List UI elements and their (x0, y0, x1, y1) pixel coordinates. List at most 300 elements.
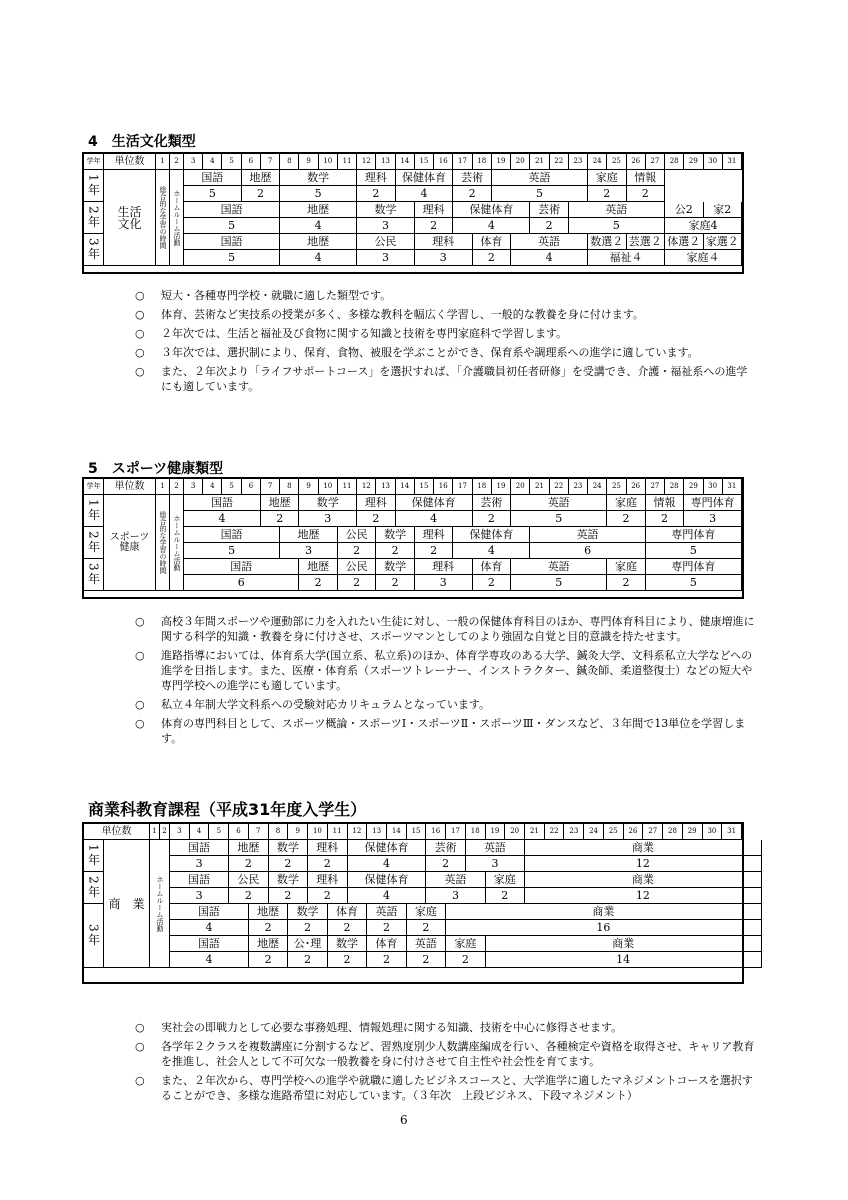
header-col: 20 (505, 824, 525, 840)
subject-name: 家庭 (486, 872, 525, 888)
header-col: 10 (319, 154, 338, 170)
subject-name: 国語 (170, 904, 249, 920)
bullet-circle-icon: ○ (135, 1021, 145, 1034)
unit-value: 2 (308, 888, 347, 904)
unit-value: 2 (367, 952, 406, 968)
subject-name: 体育 (328, 904, 367, 920)
subject-name: 数学 (269, 840, 308, 856)
subject-name: 体選２ (665, 234, 703, 250)
bullet-circle-icon: ○ (135, 289, 145, 302)
subject-name: 地歴 (280, 202, 357, 218)
header-col: 24 (588, 154, 607, 170)
header-corner: 学年 (84, 154, 104, 170)
header-col: 11 (328, 824, 348, 840)
unit-value: 4 (453, 218, 530, 234)
year-label: 2年 (84, 202, 104, 234)
header-col: 8 (280, 479, 299, 495)
unit-value: 2 (338, 543, 376, 559)
subject-name: 理科 (357, 495, 395, 511)
header-col: 12 (348, 824, 368, 840)
header-col: 19 (486, 824, 506, 840)
header-col: 21 (525, 824, 545, 840)
subject-name: 国語 (170, 936, 249, 952)
header-col: 22 (550, 154, 569, 170)
unit-value: 5 (184, 543, 280, 559)
subject-name: 理科 (308, 872, 347, 888)
header-col: 23 (564, 824, 584, 840)
unit-value: 2 (249, 952, 288, 968)
bullet-circle-icon: ○ (135, 308, 145, 321)
unit-value: 2 (473, 575, 511, 591)
unit-value: 6 (184, 575, 299, 591)
unit-value: 2 (288, 952, 327, 968)
unit-value: 2 (357, 186, 395, 202)
header-col: 12 (357, 154, 376, 170)
bullet-circle-icon: ○ (135, 649, 145, 662)
subject-name: 国語 (184, 202, 280, 218)
bullet-circle-icon: ○ (135, 1074, 145, 1087)
unit-value: 2 (473, 250, 511, 266)
subject-name: 理科 (415, 559, 473, 575)
unit-value: 5 (646, 575, 742, 591)
unit-value: 2 (367, 920, 406, 936)
unit-value: 5 (492, 186, 588, 202)
subject-name: 数学 (376, 559, 414, 575)
bullet-circle-icon: ○ (135, 615, 145, 628)
subject-name: 数学 (269, 872, 308, 888)
header-col: 13 (376, 154, 395, 170)
subject-name: 英語 (492, 170, 588, 186)
section-heading-5: 5 スポーツ健康類型 (88, 461, 224, 477)
subject-name: 数学 (288, 904, 327, 920)
subject-name: 国語 (184, 527, 280, 543)
subject-name: 数学 (328, 936, 367, 952)
subject-name: 保健体育 (453, 527, 530, 543)
subject-name: 国語 (170, 872, 229, 888)
unit-value: 3 (684, 511, 742, 527)
notes-4 (135, 288, 755, 398)
unit-value: 家庭4 (665, 218, 742, 234)
header-col: 25 (607, 479, 626, 495)
unit-value: 2 (376, 575, 414, 591)
header-col: 20 (511, 479, 530, 495)
header-col: 16 (434, 154, 453, 170)
header-col: 4 (203, 154, 222, 170)
unit-value: 3 (466, 856, 525, 872)
header-col: 17 (453, 479, 472, 495)
subject-name: 公民 (338, 559, 376, 575)
unit-value: 14 (486, 952, 762, 968)
header-col: 26 (627, 154, 646, 170)
header-col: 26 (627, 479, 646, 495)
unit-value: 2 (473, 511, 511, 527)
note-text: また、２年次から、専門学校への進学や就職に適したビジネスコースと、大学進学に適したマネジメントコースを選択することができ、多様な進路希望に対応しています。（３年次 上段ビジネス、下段マネジメント） (161, 1074, 753, 1102)
unit-value: 4 (396, 511, 473, 527)
unit-value: 家庭４ (665, 250, 742, 266)
note-text: 短大・各種専門学校・就職に適した類型です。 (161, 289, 392, 302)
header-col: 30 (704, 479, 723, 495)
unit-value: 3 (170, 856, 229, 872)
header-col: 8 (269, 824, 289, 840)
bullet-circle-icon: ○ (135, 1040, 145, 1053)
unit-value: 2 (269, 856, 308, 872)
header-col: 1 (156, 479, 170, 495)
unit-value: 4 (348, 888, 427, 904)
header-col: 28 (663, 824, 683, 840)
header-col: 29 (684, 154, 703, 170)
note-item (135, 1039, 755, 1069)
homeroom-label: ホームルーム活動 (170, 495, 184, 591)
unit-value: 2 (607, 575, 645, 591)
subject-name: 公民 (229, 872, 268, 888)
subject-name: 専門体育 (684, 495, 742, 511)
subject-name: 体育 (367, 936, 406, 952)
subject-name: 英語 (511, 559, 607, 575)
header-col: 17 (453, 154, 472, 170)
header-col: 7 (249, 824, 269, 840)
header-col: 25 (607, 154, 626, 170)
year-label: 1年 (84, 840, 104, 872)
header-units: 単位数 (84, 824, 150, 840)
subject-name: 情報 (646, 495, 684, 511)
subject-name: 英語 (511, 234, 588, 250)
subject-name: 数学 (280, 170, 357, 186)
subject-name: 理科 (415, 527, 453, 543)
unit-value: 2 (407, 952, 446, 968)
unit-value: 12 (525, 888, 762, 904)
note-item (135, 648, 755, 693)
subject-name: 家2 (704, 202, 742, 218)
subject-name: 理科 (308, 840, 347, 856)
header-col: 15 (415, 154, 434, 170)
header-col: 23 (569, 479, 588, 495)
subject-name: 保健体育 (453, 202, 530, 218)
unit-value: 2 (530, 218, 568, 234)
unit-value: 2 (229, 888, 268, 904)
header-col: 26 (624, 824, 644, 840)
header-col: 4 (203, 479, 222, 495)
unit-value: 2 (242, 186, 280, 202)
subject-name: 数学 (376, 527, 414, 543)
note-item (135, 307, 755, 322)
subject-name: 芸術 (473, 495, 511, 511)
header-col: 22 (550, 479, 569, 495)
header-col: 13 (367, 824, 387, 840)
subject-name: 商業 (525, 872, 762, 888)
note-text: 各学年２クラスを複数講座に分割するなど、習熟度別少人数講座編成を行い、各種検定や資格を取得させ、キャリア教育を推進し、社会人として不可欠な一般教養を身に付けさせて自主性や社会性を育てます。 (161, 1040, 755, 1068)
unit-value: 2 (407, 920, 446, 936)
subject-name: 国語 (184, 559, 299, 575)
subject-name: 国語 (184, 170, 242, 186)
year-label: 3年 (84, 904, 104, 968)
year-label: 3年 (84, 559, 104, 591)
subject-name: 地歴 (242, 170, 280, 186)
unit-value: 12 (525, 856, 762, 872)
note-item (135, 288, 755, 303)
subject-name: 保健体育 (348, 872, 427, 888)
subject-name: 体育 (473, 234, 511, 250)
header-col: 1 (156, 154, 170, 170)
unit-value: 4 (396, 186, 454, 202)
header-col: 8 (280, 154, 299, 170)
header-col: 14 (396, 479, 415, 495)
unit-value: 3 (170, 888, 229, 904)
unit-value: 3 (426, 888, 485, 904)
header-col: 27 (646, 154, 665, 170)
unit-value: 4 (348, 856, 427, 872)
header-col: 6 (242, 479, 261, 495)
subject-name: 家選２ (704, 234, 742, 250)
header-col: 29 (683, 824, 703, 840)
header-col: 4 (190, 824, 210, 840)
header-col: 31 (723, 479, 742, 495)
subject-name: 地歴 (261, 495, 299, 511)
subject-name: 地歴 (280, 234, 357, 250)
note-text: ２年次では、生活と福祉及び食物に関する知識と技術を専門家庭科で学習します。 (161, 327, 568, 340)
header-col: 5 (222, 154, 241, 170)
notes-commerce (135, 1020, 755, 1107)
unit-value: 2 (415, 218, 453, 234)
header-col: 9 (288, 824, 308, 840)
subject-name: 英語 (407, 936, 446, 952)
unit-value: 2 (328, 952, 367, 968)
course-name: 商 業 (104, 840, 150, 968)
header-col: 3 (184, 479, 203, 495)
unit-value: 3 (415, 575, 473, 591)
unit-value: 5 (511, 511, 607, 527)
header-col: 5 (222, 479, 241, 495)
header-col: 30 (703, 824, 723, 840)
header-col: 23 (569, 154, 588, 170)
subject-name: 地歴 (229, 840, 268, 856)
subject-name: 数学 (357, 202, 415, 218)
subject-name: 専門体育 (646, 559, 742, 575)
note-item (135, 345, 755, 360)
header-col: 10 (308, 824, 328, 840)
subject-name: 家庭 (407, 904, 446, 920)
note-item (135, 1020, 755, 1035)
header-units: 単位数 (104, 479, 156, 495)
unit-value: 2 (269, 888, 308, 904)
header-col: 22 (545, 824, 565, 840)
unit-value: 2 (376, 543, 414, 559)
unit-value: 2 (229, 856, 268, 872)
unit-value: 2 (607, 511, 645, 527)
subject-name: 理科 (415, 202, 453, 218)
header-col: 7 (261, 154, 280, 170)
unit-value: 4 (184, 511, 261, 527)
header-units: 単位数 (104, 154, 156, 170)
header-col: 7 (261, 479, 280, 495)
unit-value: 5 (184, 186, 242, 202)
header-col: 2 (160, 824, 170, 840)
unit-value: 2 (328, 920, 367, 936)
unit-value: 2 (338, 575, 376, 591)
unit-value: 6 (530, 543, 645, 559)
unit-value: 2 (357, 511, 395, 527)
unit-value: 2 (261, 511, 299, 527)
note-text: また、２年次より「ライフサポートコース」を選択すれば、「介護職員初任者研修」を受講でき、介護・福祉系への進学にも適しています。 (161, 365, 748, 393)
subject-name: 数学 (299, 495, 357, 511)
note-item (135, 364, 755, 394)
subject-name: 地歴 (280, 527, 338, 543)
subject-name: 保健体育 (348, 840, 427, 856)
header-col: 17 (446, 824, 466, 840)
subject-name: 英語 (426, 872, 485, 888)
note-text: 体育、芸術など実技系の授業が多く、多様な教科を幅広く学習し、一般的な教養を身に付けます。 (161, 308, 644, 321)
header-col: 14 (387, 824, 407, 840)
bullet-circle-icon: ○ (135, 365, 145, 378)
header-col: 9 (299, 479, 318, 495)
subject-name: 保健体育 (396, 495, 473, 511)
curriculum-table-4 (82, 152, 744, 274)
unit-value: 5 (646, 543, 742, 559)
header-col: 15 (407, 824, 427, 840)
header-corner: 学年 (84, 479, 104, 495)
unit-value: 5 (184, 250, 280, 266)
header-col: 14 (396, 154, 415, 170)
unit-value: 4 (280, 218, 357, 234)
unit-value: 5 (511, 575, 607, 591)
homeroom-label: ホームルーム活動 (170, 170, 184, 266)
unit-value: 2 (588, 186, 626, 202)
section-heading-4: 4 生活文化類型 (88, 134, 196, 150)
subject-name: 家庭 (607, 495, 645, 511)
header-col: 29 (684, 479, 703, 495)
header-col: 10 (319, 479, 338, 495)
bullet-circle-icon: ○ (135, 698, 145, 711)
homeroom-label: ホームルーム活動 (150, 840, 170, 968)
subject-name: 公民 (338, 527, 376, 543)
subject-name: 芸術 (453, 170, 491, 186)
unit-value: 2 (308, 856, 347, 872)
subject-name: 国語 (184, 495, 261, 511)
unit-value: 4 (453, 543, 530, 559)
note-item (135, 716, 755, 746)
header-col: 2 (170, 154, 184, 170)
note-text: 進路指導においては、体育系大学(国立系、私立系)のほか、体育学専攻のある大学、鍼灸大学、文科系私立大学などへの進学を目指します。また、医療・体育系（スポーツトレーナー、インストラクター、鍼灸師、柔道整復士）などの短大や専門学校への進学にも適しています。 (161, 649, 753, 692)
note-item (135, 614, 755, 644)
subject-name: 家庭 (607, 559, 645, 575)
year-label: 1年 (84, 495, 104, 527)
unit-value: 4 (170, 952, 249, 968)
header-col: 6 (242, 154, 261, 170)
header-col: 9 (299, 154, 318, 170)
subject-name: 公2 (665, 202, 703, 218)
subject-name: 商業 (486, 936, 762, 952)
header-col: 28 (665, 479, 684, 495)
header-col: 18 (473, 479, 492, 495)
unit-value: 5 (569, 218, 665, 234)
subject-name: 英語 (530, 527, 645, 543)
header-col: 11 (338, 479, 357, 495)
subject-name: 理科 (357, 170, 395, 186)
unit-value: 3 (299, 511, 357, 527)
unit-value: 2 (249, 920, 288, 936)
unit-value: 2 (299, 575, 337, 591)
header-col: 31 (723, 154, 742, 170)
unit-value: 2 (453, 186, 491, 202)
header-col: 3 (170, 824, 190, 840)
subject-name: 芸術 (530, 202, 568, 218)
header-col: 28 (665, 154, 684, 170)
subject-name: 地歴 (299, 559, 337, 575)
curriculum-table-commerce (82, 822, 744, 984)
header-col: 19 (492, 479, 511, 495)
subject-name: 家庭 (446, 936, 485, 952)
unit-value: 4 (170, 920, 249, 936)
header-col: 6 (229, 824, 249, 840)
header-col: 2 (170, 479, 184, 495)
curriculum-table-5 (82, 477, 744, 599)
note-text: 体育の専門科目として、スポーツ概論・スポーツⅠ・スポーツⅡ・スポーツⅢ・ダンスなど、３年間で13単位を学習します。 (161, 717, 746, 745)
header-col: 25 (604, 824, 624, 840)
unit-value: 2 (288, 920, 327, 936)
subject-name: 数選２ (588, 234, 626, 250)
header-col: 16 (426, 824, 446, 840)
unit-value: 16 (446, 920, 762, 936)
header-col: 18 (473, 154, 492, 170)
integrated-study-label: 総合的な学習の時間 (156, 495, 170, 591)
header-col: 11 (338, 154, 357, 170)
unit-value: 3 (415, 250, 473, 266)
unit-value: 4 (280, 250, 357, 266)
header-col: 27 (643, 824, 663, 840)
note-item (135, 1073, 755, 1103)
page-number: 6 (400, 1113, 408, 1127)
unit-value: 2 (646, 511, 684, 527)
subject-name: 保健体育 (396, 170, 454, 186)
header-col: 3 (184, 154, 203, 170)
header-col: 24 (588, 479, 607, 495)
bullet-circle-icon: ○ (135, 327, 145, 340)
unit-value: 4 (511, 250, 588, 266)
year-label: 1年 (84, 170, 104, 202)
subject-name: 商業 (446, 904, 762, 920)
subject-name: 国語 (170, 840, 229, 856)
subject-name: 地歴 (249, 904, 288, 920)
header-col: 12 (357, 479, 376, 495)
subject-name: 情報 (627, 170, 665, 186)
course-name: 生活 文化 (104, 170, 156, 266)
notes-5 (135, 614, 755, 750)
header-col: 24 (584, 824, 604, 840)
note-item (135, 697, 755, 712)
bullet-circle-icon: ○ (135, 717, 145, 730)
header-col: 5 (209, 824, 229, 840)
header-col: 21 (530, 154, 549, 170)
unit-value: 2 (415, 543, 453, 559)
course-name: スポーツ 健康 (104, 495, 156, 591)
year-label: 3年 (84, 234, 104, 266)
note-text: ３年次では、選択制により、保育、食物、被服を学ぶことができ、保育系や調理系への進学に適しています。 (161, 346, 699, 359)
year-label: 2年 (84, 527, 104, 559)
section-heading-commerce: 商業科教育課程（平成31年度入学生） (88, 800, 367, 819)
unit-value: 2 (486, 888, 525, 904)
unit-value: 3 (280, 543, 338, 559)
unit-value: 2 (627, 186, 665, 202)
header-col: 18 (466, 824, 486, 840)
header-col: 20 (511, 154, 530, 170)
subject-name: 国語 (184, 234, 280, 250)
unit-value: 3 (357, 250, 415, 266)
subject-name: 英語 (367, 904, 406, 920)
unit-value: 福祉４ (588, 250, 665, 266)
note-text: 高校３年間スポーツや運動部に力を入れたい生徒に対し、一般の保健体育科目のほか、専門体育科目により、健康増進に関する科学的知識・教養を身に付けさせ、スポーツマンとしてのより強固な自覚と目的意識を持たせます。 (161, 615, 755, 643)
header-col: 19 (492, 154, 511, 170)
subject-name: 公･理 (288, 936, 327, 952)
subject-name: 芸術 (426, 840, 465, 856)
